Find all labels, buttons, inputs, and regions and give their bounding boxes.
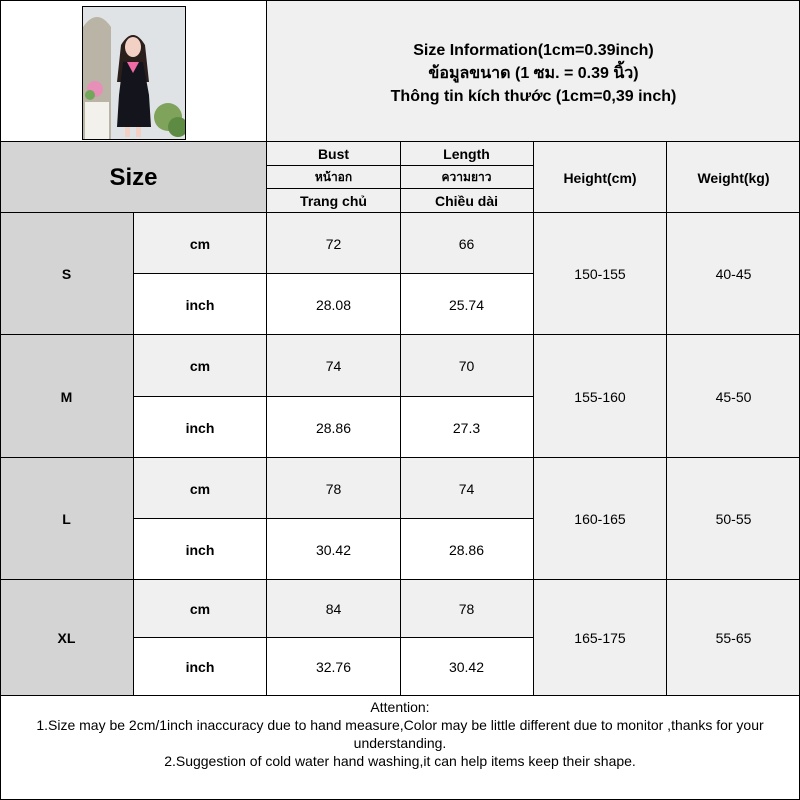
size-label-xl: XL bbox=[0, 580, 133, 696]
bust-inch-value: 28.86 bbox=[267, 397, 400, 458]
bust-inch-value: 30.42 bbox=[267, 519, 400, 580]
weight-value: 45-50 bbox=[667, 335, 800, 458]
height-header: Height(cm) bbox=[533, 142, 667, 213]
size-label-l: L bbox=[0, 458, 133, 580]
title-vietnamese: Thông tin kích thước (1cm=0,39 inch) bbox=[390, 87, 677, 105]
product-photo-cell bbox=[0, 0, 267, 142]
attention-line-1: 1.Size may be 2cm/1inch inaccuracy due to hand measure,Color may be little different due to monitor ,thanks for your bbox=[36, 717, 764, 733]
weight-value: 40-45 bbox=[667, 213, 800, 335]
bust-inch-value: 32.76 bbox=[267, 638, 400, 696]
bust-cm-value: 72 bbox=[267, 213, 400, 274]
size-label-s: S bbox=[0, 213, 133, 335]
length-header-en: Length bbox=[400, 142, 533, 166]
title-thai: ข้อมูลขนาด (1 ซม. = 0.39 นิ้ว) bbox=[428, 64, 639, 82]
unit-label-inch: inch bbox=[133, 397, 267, 458]
weight-value: 50-55 bbox=[667, 458, 800, 580]
size-label-m: M bbox=[0, 335, 133, 458]
size-info-header bbox=[267, 0, 800, 142]
bust-inch-value: 28.08 bbox=[267, 274, 400, 335]
weight-value: 55-65 bbox=[667, 580, 800, 696]
title-english: Size Information(1cm=0.39inch) bbox=[413, 41, 654, 59]
length-cm-value: 66 bbox=[400, 213, 533, 274]
length-header-th: ความยาว bbox=[400, 166, 533, 189]
length-inch-value: 27.3 bbox=[400, 397, 533, 458]
bust-cm-value: 78 bbox=[267, 458, 400, 519]
length-inch-value: 28.86 bbox=[400, 519, 533, 580]
bust-cm-value: 84 bbox=[267, 580, 400, 638]
unit-label-inch: inch bbox=[133, 638, 267, 696]
weight-header: Weight(kg) bbox=[667, 142, 800, 213]
bust-header-vi: Trang chủ bbox=[267, 189, 400, 213]
attention-note bbox=[0, 696, 800, 800]
size-column-header: Size bbox=[0, 142, 267, 213]
unit-label-cm: cm bbox=[133, 213, 267, 274]
length-cm-value: 70 bbox=[400, 335, 533, 397]
unit-label-cm: cm bbox=[133, 580, 267, 638]
height-value: 150-155 bbox=[533, 213, 667, 335]
length-inch-value: 25.74 bbox=[400, 274, 533, 335]
attention-line-1-cont: understanding. bbox=[353, 735, 447, 751]
length-cm-value: 78 bbox=[400, 580, 533, 638]
height-value: 160-165 bbox=[533, 458, 667, 580]
unit-label-inch: inch bbox=[133, 519, 267, 580]
length-inch-value: 30.42 bbox=[400, 638, 533, 696]
unit-label-cm: cm bbox=[133, 458, 267, 519]
height-value: 165-175 bbox=[533, 580, 667, 696]
attention-line-2: 2.Suggestion of cold water hand washing,it can help items keep their shape. bbox=[164, 753, 636, 769]
unit-label-inch: inch bbox=[133, 274, 267, 335]
attention-heading: Attention: bbox=[370, 699, 430, 715]
length-cm-value: 74 bbox=[400, 458, 533, 519]
length-header-vi: Chiều dài bbox=[400, 189, 533, 213]
unit-label-cm: cm bbox=[133, 335, 267, 397]
bust-header-th: หน้าอก bbox=[267, 166, 400, 189]
bust-cm-value: 74 bbox=[267, 335, 400, 397]
product-photo bbox=[83, 7, 185, 139]
height-value: 155-160 bbox=[533, 335, 667, 458]
bust-header-en: Bust bbox=[267, 142, 400, 166]
